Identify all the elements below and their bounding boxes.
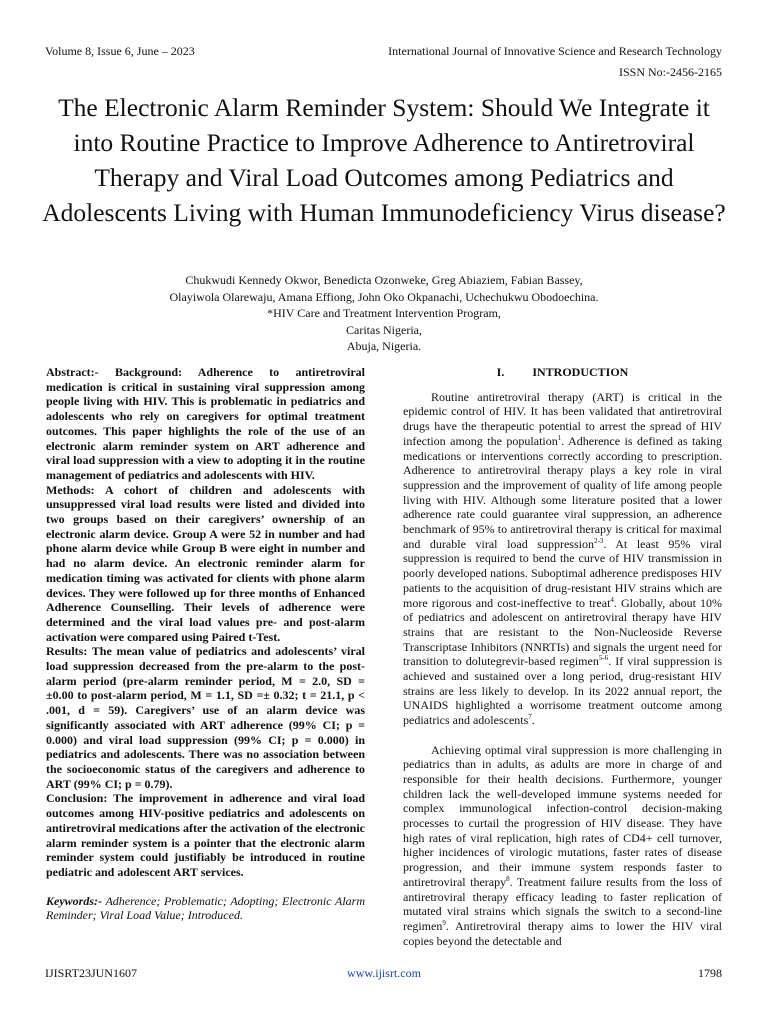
volume-issue: Volume 8, Issue 6, June – 2023 <box>45 44 195 58</box>
journal-name: International Journal of Innovative Science and Research Technology <box>388 44 722 58</box>
citation: 2-3 <box>593 536 604 545</box>
paper-code: IJISRT23JUN1607 <box>45 966 137 980</box>
section-heading <box>403 365 722 380</box>
citation: 8 <box>506 874 510 883</box>
keywords-text: Adherence; Problematic; Adopting; Electronic Alarm Reminder; Viral Load Value; Introduced. <box>46 893 365 923</box>
author-list-line-1: Chukwudi Kennedy Okwor, Benedicta Ozonweke, Greg Abiaziem, Fabian Bassey, <box>185 273 583 287</box>
citation: 1 <box>557 433 562 442</box>
page-number: 1798 <box>698 966 722 980</box>
abstract-methods: Methods: A cohort of children and adolescents with unsuppressed viral load results were listed and divided into two groups based on their caregivers’ ownership of an electronic alarm device. Group A were 52 in number and had phone alarm device while Group B were eight in number and had no alarm device. An electronic reminder alarm for medication timing was activated for clients with phone alarm devices. They were followed up for three months of Enhanced Adherence Counselling. Their levels of adherence were determined and the viral load values pre- and post-alarm activation were compared using Paired t-Test. <box>46 482 365 644</box>
intro-paragraph-1: Routine antiretroviral therapy (ART) is critical in the epidemic control of HIV. It has been validated that antiretroviral drugs have the therapeutic potential to arrest the spread of HIV infection among the population$^1$. Adherence is defined as taking medications or interventions correctly according to prescription. Adherence to antiretroviral therapy plays a key role in viral suppression and the improvement of quality of life among people living with HIV. Although some literature posited that a lower adherence rate could guarantee viral suppression, an adherence benchmark of 95% to antiretroviral therapy is critical for maximal and durable viral load suppression$^{2-3}$. At least 95% viral suppression is required to bend the curve of HIV transmission in poorly developed nations. Suboptimal adherence predisposes HIV patients to the acquisition of drug-resistant HIV strains which are more rigorous and cost-ineffective to treat$^4$. Globally, about 10% of pediatrics and adolescent on antiretroviral therapy have HIV strains that are resistant to the Non-Nucleoside Reverse Transcriptase Inhibitors (NNRTIs) and signals the urgent need for transition to dolutegrevir-based regimen$^{5-6}$. If viral suppression is achieved and sustained over a long period, drug-resistant HIV strains are less likely to develop. In its 2022 annual report, the UNAIDS highlighted a worrisome treatment outcome among pediatrics and adolescents$^7$. <box>403 389 723 728</box>
abstract-background: Abstract:- Background: Adherence to antiretroviral medication is critical in sustaining viral suppression among people living with HIV. This is problematic in pediatrics and adolescents who rely on caregivers for optimal treatment outcomes. This paper highlights the role of the use of an electronic alarm reminder system on ART adherence and viral load suppression with a view to adopting it in the routine management of pediatrics and adolescents with HIV. <box>46 365 365 482</box>
organization: Caritas Nigeria, <box>346 322 422 337</box>
keywords-label: Keywords:- <box>46 893 102 908</box>
citation: 9 <box>442 919 446 927</box>
citation: 7 <box>528 713 532 722</box>
issn: ISSN No:-2456-2165 <box>618 65 722 79</box>
section-title: INTRODUCTION <box>532 365 629 379</box>
footer-center <box>0 966 768 981</box>
abstract-column <box>46 365 365 923</box>
author-block <box>60 272 708 355</box>
section-number: I. <box>496 365 505 379</box>
journal-url-link[interactable]: www.ijisrt.com <box>347 966 421 980</box>
introduction-column <box>403 365 722 948</box>
paper-title: The Electronic Alarm Reminder System: Should We Integrate it into Routine Practice to Improve Adherence to Antiretroviral Therapy and Viral Load Outcomes among Pediatrics and Adolescents Living with Human Immunodeficiency Virus disease? <box>42 93 726 227</box>
author-list-line-2: Olayiwola Olarewaju, Amana Effiong, John Oko Okpanachi, Uchechukwu Obodoechina. <box>169 289 599 304</box>
abstract-conclusion: Conclusion: The improvement in adherence and viral load outcomes among HIV-positive pediatrics and adolescents on antiretroviral medications after the activation of the electronic alarm reminder system is a pointer that the electronic alarm reminder system could justifiably be introduced in routine pediatric and adolescent ART services. <box>46 791 365 879</box>
keywords <box>46 894 365 923</box>
location: Abuja, Nigeria. <box>346 339 422 353</box>
abstract-results: Results: The mean value of pediatrics and adolescents’ viral load suppression decreased from the pre-alarm to the post-alarm period (pre-alarm reminder period, M = 2.0, SD = ±0.00 to post-alarm period, M = 1.1, SD =± 0.32; t = 21.1, p < .001, d = 59). Caregivers’ use of an alarm device was significantly associated with ART adherence (99% CI; p = 0.000) and viral load suppression (99% CI; p = 0.000) in pediatrics and adolescents. There was no association between the socioeconomic status of the caregivers and adherence to ART (99% CI; p = 0.79). <box>46 644 365 791</box>
intro-paragraph-2: Achieving optimal viral suppression is more challenging in pediatrics than in adults, as adults are more in charge of and responsible for their health decisions. Furthermore, younger children lack the well-developed immune systems needed for complex immunological infection-control decision-making processes to curtail the progression of HIV disease. They have high rates of viral replication, high rates of CD4+ cell turnover, higher incidences of virologic mutations, faster rates of disease progression, and their immune system responds faster to antiretroviral therapy$^8$. Treatment failure results from the loss of antiretroviral therapy efficacy leading to faster replication of mutated viral strains which signals the switch to a second-line regimen$^9$. Antiretroviral therapy aims to lower the HIV viral copies beyond the detectable and <box>403 742 722 948</box>
citation: 4 <box>610 595 614 604</box>
citation: 5-6 <box>598 654 609 663</box>
affiliation: *HIV Care and Treatment Intervention Program, <box>267 306 501 320</box>
